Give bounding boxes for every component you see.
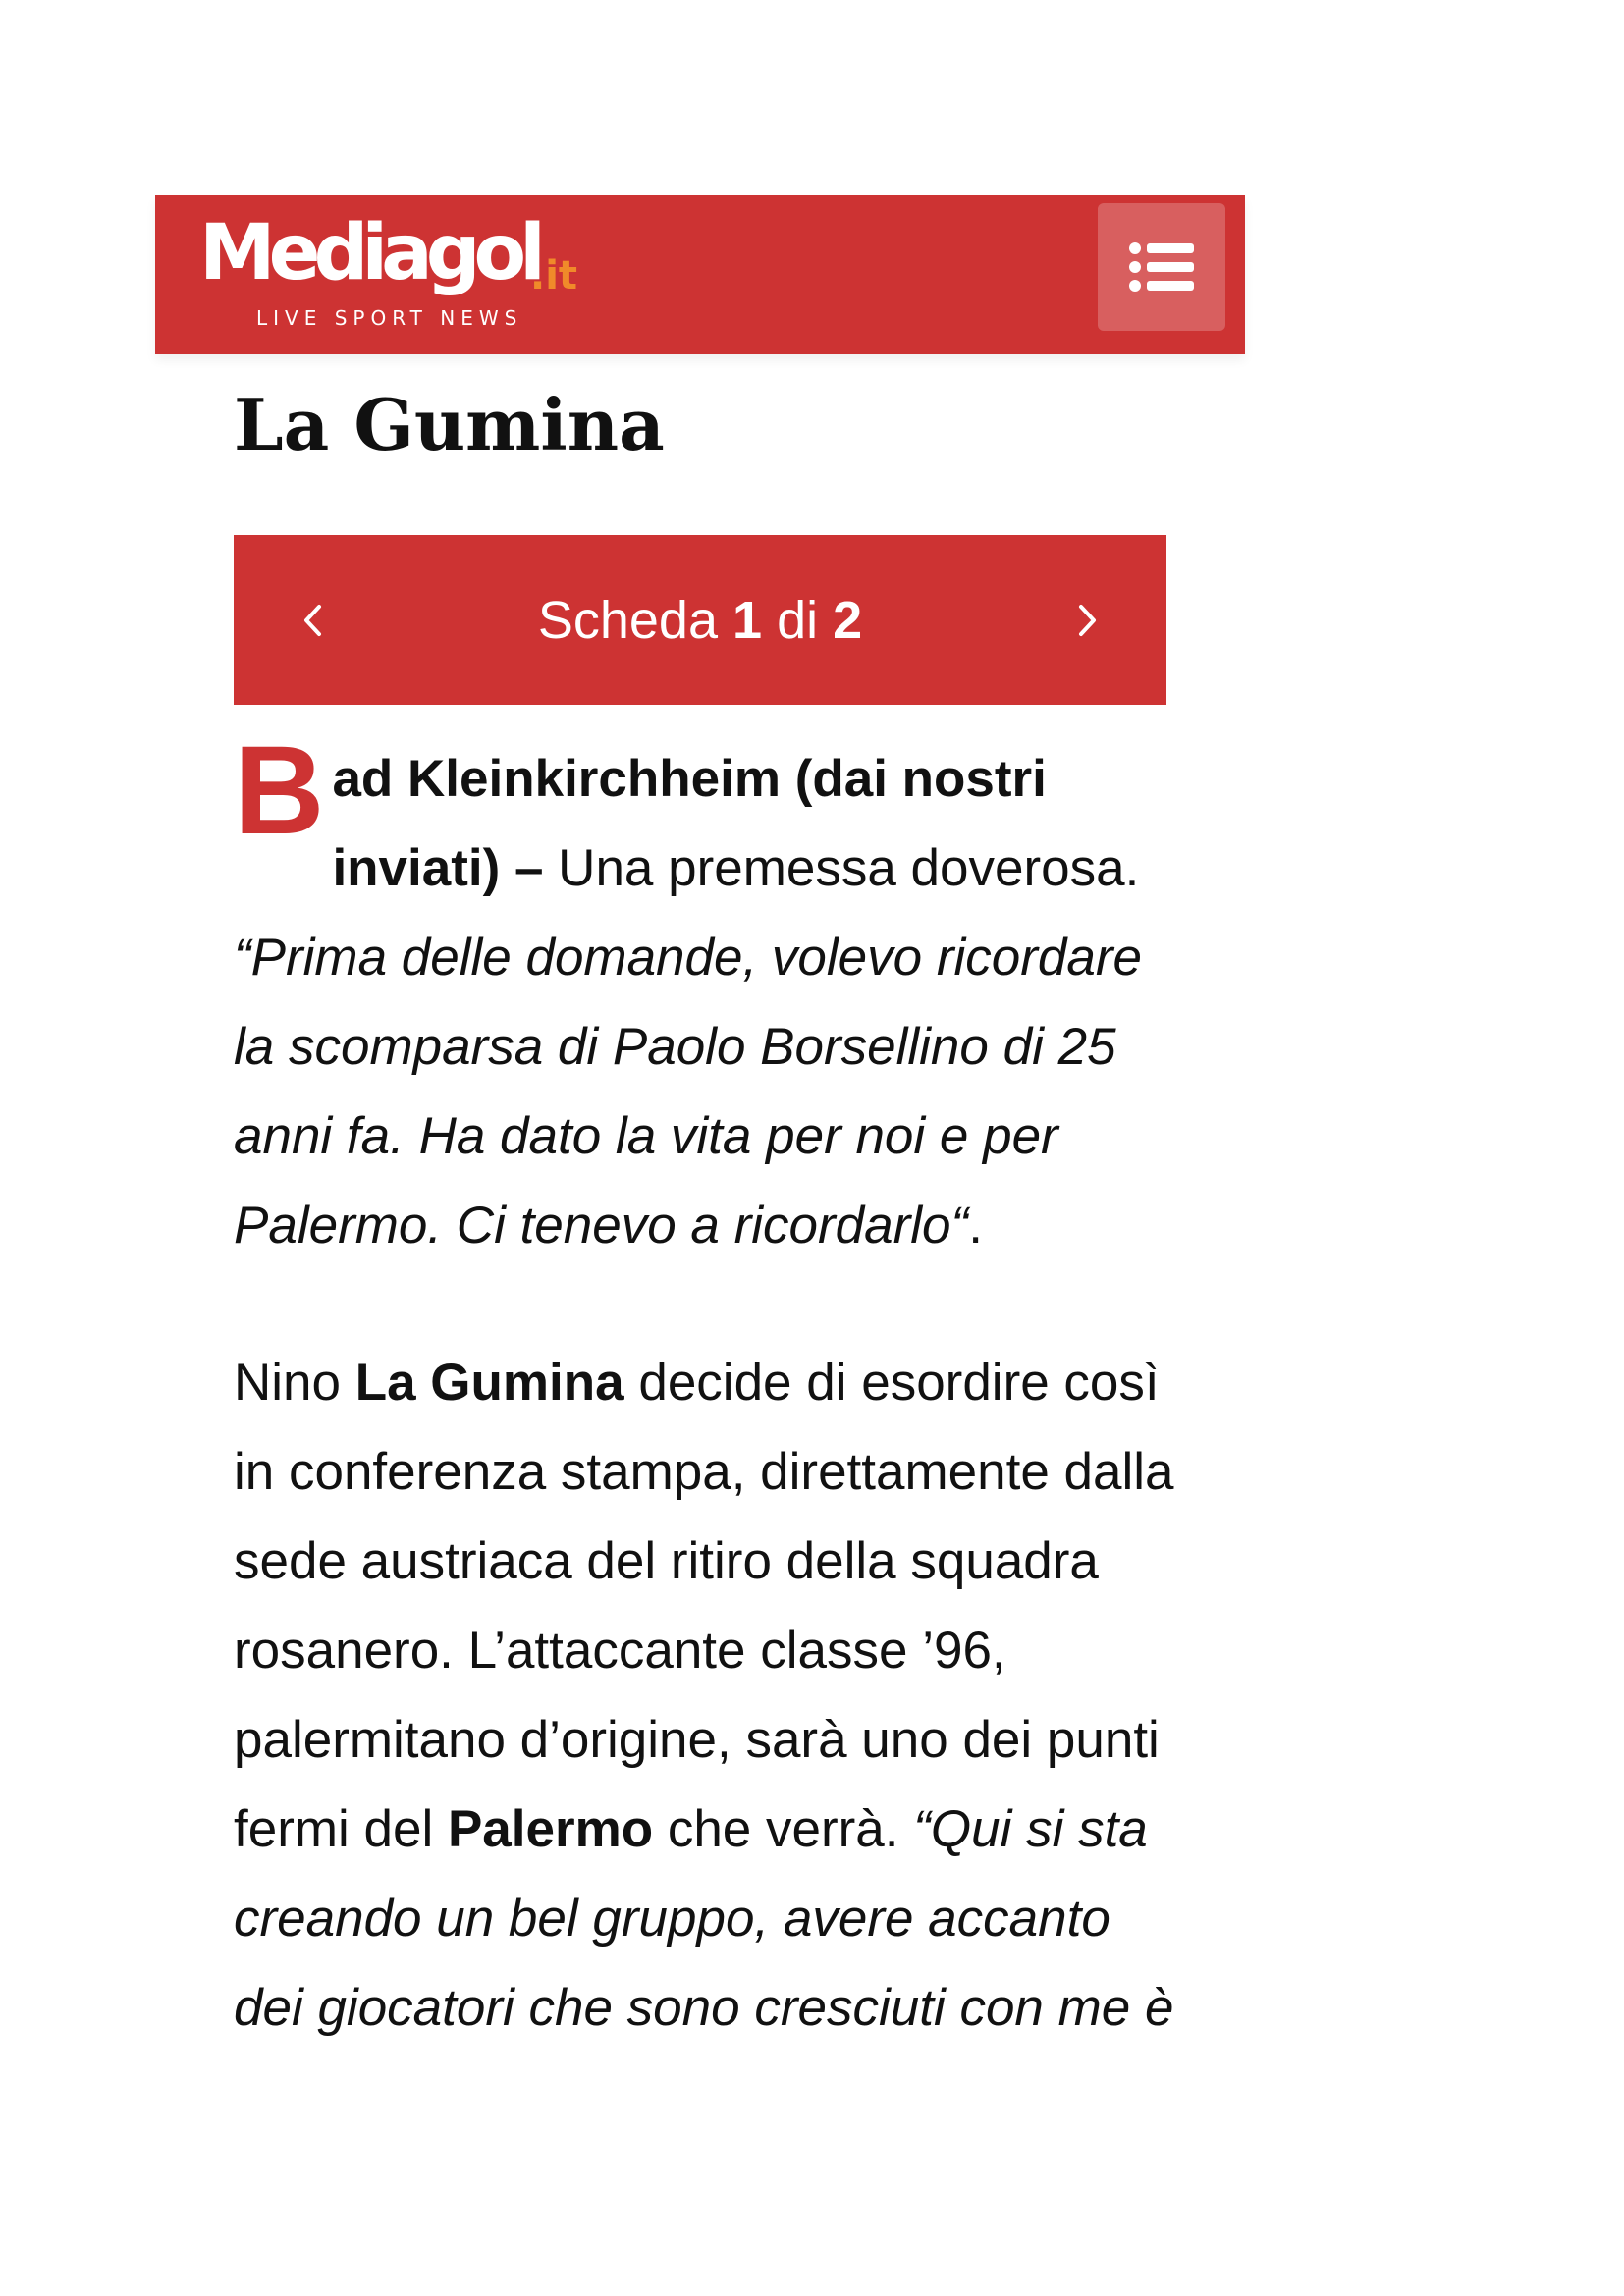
- site-logo[interactable]: [199, 209, 592, 333]
- article-text: decide di esordire così in conferenza stampa, direttamente dalla sede austriaca del ritiro della squadra rosanero. L’attaccante classe ’96, palermitano d’origine, sarà uno dei punti fermi del: [234, 1354, 1174, 1858]
- pager-separator: di: [777, 590, 819, 650]
- article-quote: “Prima delle domande, volevo ricordare la scomparsa di Paolo Borsellino di 25 anni fa. Ha dato la vita per noi e per Palermo. Ci tenevo a ricordarlo“: [234, 929, 1142, 1255]
- article-text: Nino: [234, 1354, 355, 1412]
- drop-cap: B: [234, 721, 325, 861]
- article-paragraph: [234, 1338, 1176, 2053]
- list-icon: [1129, 242, 1194, 292]
- next-slide-button[interactable]: [1009, 535, 1166, 705]
- logo-wordmark: Mediagol: [199, 209, 539, 297]
- logo-tld: .it: [530, 253, 578, 298]
- pager-prefix: Scheda: [537, 590, 718, 650]
- previous-slide-button[interactable]: [234, 535, 391, 705]
- article-text: che verrà.: [653, 1800, 914, 1858]
- pager-total: 2: [833, 590, 863, 650]
- gallery-pager: [234, 535, 1166, 705]
- team-name: Palermo: [447, 1800, 654, 1858]
- page-title: La Gumina: [234, 383, 665, 466]
- article-text: .: [968, 1197, 983, 1255]
- article-body: [234, 721, 1176, 2053]
- article-dateline: ad Kleinkirchheim (dai nostri inviati) –: [332, 750, 1047, 897]
- logo-tagline: LIVE SPORT NEWS: [256, 306, 523, 330]
- article-paragraph: [234, 721, 1176, 1270]
- article-text: Una premessa doverosa.: [543, 839, 1140, 897]
- player-name: La Gumina: [354, 1354, 624, 1412]
- site-header: [155, 195, 1245, 354]
- chevron-right-icon: [1076, 601, 1100, 640]
- pager-current: 1: [732, 590, 763, 650]
- chevron-left-icon: [300, 601, 324, 640]
- menu-button[interactable]: [1098, 203, 1225, 331]
- article-quote: “Qui si sta creando un bel gruppo, avere accanto dei giocatori che sono cresciuti con me è: [234, 1800, 1174, 2037]
- pager-label: [391, 535, 1009, 705]
